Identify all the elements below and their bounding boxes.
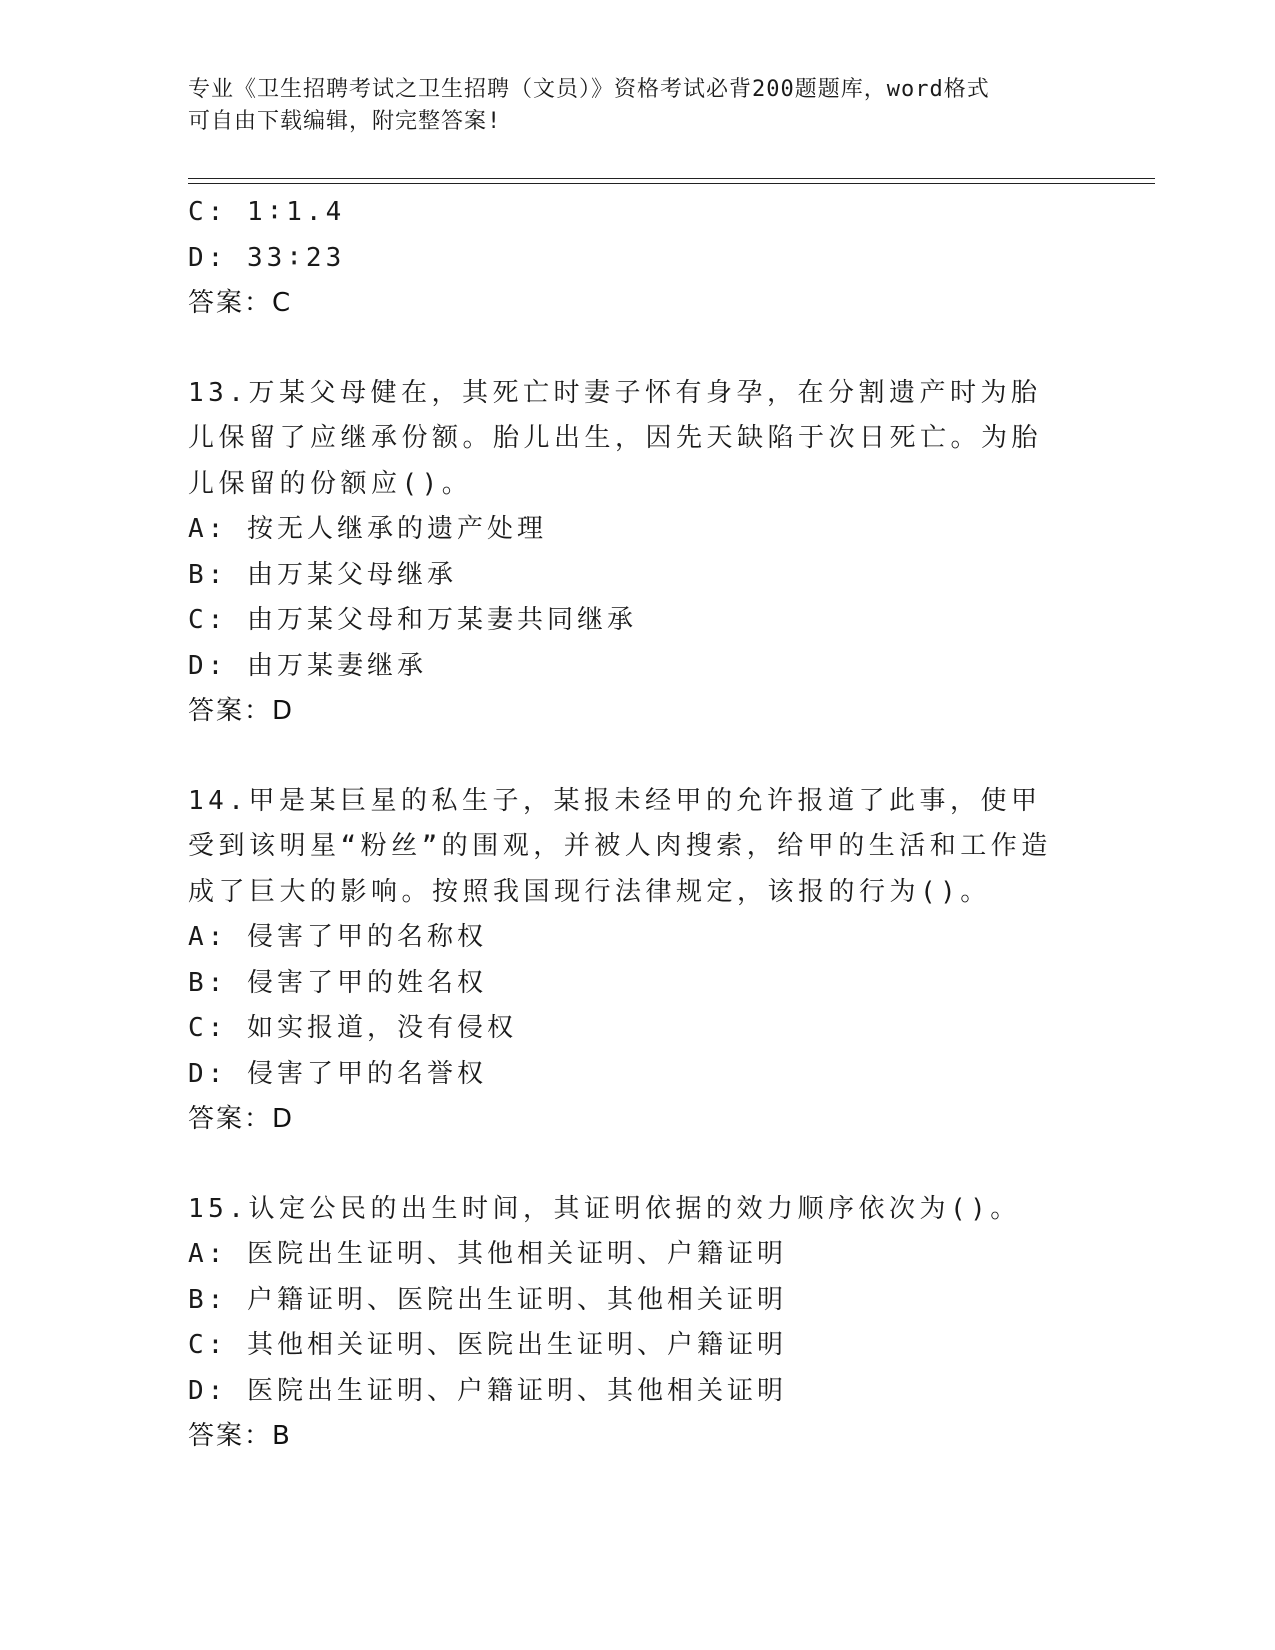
question-content [188, 190, 1088, 1460]
answer-line: 答案：D [188, 696, 295, 726]
answer-line: 答案：B [188, 1421, 292, 1451]
spacer [188, 327, 1088, 371]
spacer [188, 735, 1088, 779]
option-b: B: 户籍证明、医院出生证明、其他相关证明 [188, 1284, 787, 1315]
option-c: C: 如实报道，没有侵权 [188, 1013, 517, 1043]
option-d: D: 侵害了甲的名誉权 [188, 1058, 487, 1089]
option-c: C: 由万某父母和万某妻共同继承 [188, 605, 637, 635]
option-c: C: 其他相关证明、医院出生证明、户籍证明 [188, 1330, 787, 1360]
question-text: 15.认定公民的出生时间，其证明依据的效力顺序依次为()。 [188, 1193, 1021, 1224]
answer-line: 答案：C [188, 288, 293, 318]
question-text: 14.甲是某巨星的私生子，某报未经甲的允许报道了此事，使甲受到该明星“粉丝”的围观，并被人肉搜索，给甲的生活和工作造成了巨大的影响。按照我国现行法律规定，该报的行为()。 [188, 785, 1052, 907]
option-d: D: 医院出生证明、户籍证明、其他相关证明 [188, 1375, 787, 1406]
question-block-15 [188, 1187, 1088, 1460]
option-a: A: 医院出生证明、其他相关证明、户籍证明 [188, 1239, 787, 1269]
option-d: D: 由万某妻继承 [188, 650, 427, 681]
option-a: A: 按无人继承的遗产处理 [188, 514, 547, 544]
question-block-13 [188, 371, 1088, 735]
previous-question-block [188, 190, 1088, 327]
answer-line: 答案：D [188, 1104, 295, 1134]
header-title-line-1: 专业《卫生招聘考试之卫生招聘（文员）》资格考试必背200题题库，word格式 [188, 77, 990, 102]
header-title-line-2: 可自由下载编辑，附完整答案! [188, 109, 502, 134]
option-a: A: 侵害了甲的名称权 [188, 922, 487, 952]
option-c: C: 1∶1.4 [188, 197, 346, 227]
header-double-rule [188, 178, 1155, 184]
question-text: 13.万某父母健在，其死亡时妻子怀有身孕，在分割遗产时为胎儿保留了应继承份额。胎儿出生，因先天缺陷于次日死亡。为胎儿保留的份额应()。 [188, 377, 1043, 499]
spacer [188, 1143, 1088, 1187]
question-block-14 [188, 779, 1088, 1143]
option-d: D: 33∶23 [188, 242, 346, 273]
option-b: B: 由万某父母继承 [188, 559, 457, 590]
option-b: B: 侵害了甲的姓名权 [188, 967, 487, 998]
document-header [188, 74, 1088, 138]
